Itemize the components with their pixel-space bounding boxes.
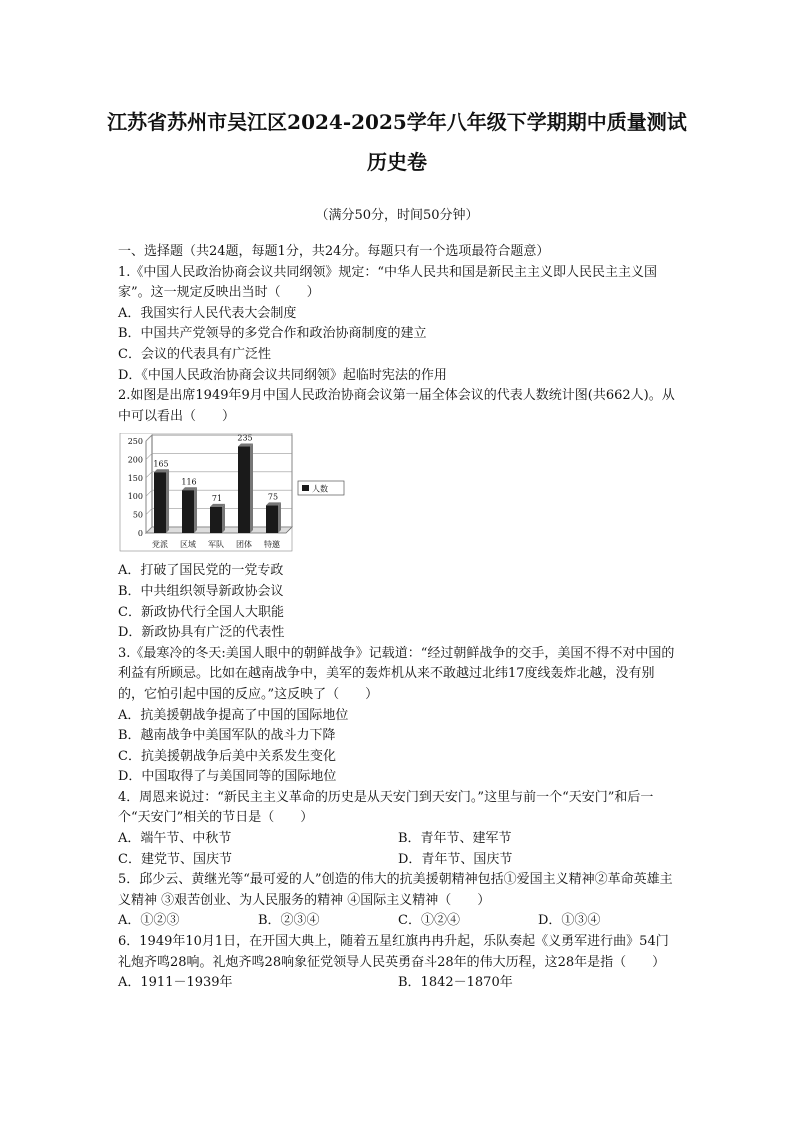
chart-bar bbox=[238, 447, 250, 533]
q2-option-d: D．新政协具有广泛的代表性 bbox=[118, 625, 285, 641]
chart-bar bbox=[266, 506, 278, 534]
chart-data-label: 71 bbox=[211, 494, 223, 504]
q1-option-c: C．会议的代表具有广泛性 bbox=[118, 346, 271, 362]
exam-meta: （满分50分，时间50分钟） bbox=[315, 208, 479, 223]
q6-option-b: B．1842－1870年 bbox=[398, 975, 513, 991]
q4-option-d: D．青年节、国庆节 bbox=[398, 851, 513, 867]
q4-options-row1 bbox=[118, 829, 678, 850]
q6-stem: 6．1949年10月1日，在开国大典上，随着五星红旗冉冉升起，乐队奏起《义勇军进行曲》54门礼炮齐鸣28响。礼炮齐鸣28响象征党领导人民英勇奋斗28年的伟大历程，这28年是指（ ） bbox=[118, 934, 669, 970]
chart-gridline-side bbox=[146, 454, 152, 460]
chart-bar bbox=[154, 473, 166, 534]
q3-option-d: D．中国取得了与美国同等的国际地位 bbox=[118, 769, 337, 785]
q3-stem: 3.《最寒冷的冬天:美国人眼中的朝鲜战争》记载道：“经过朝鲜战争的交手，美国不得不对中国的利益有所顾忌。比如在越南战争中，美军的轰炸机从来不敢越过北纬17度线轰炸北越，没有别的，它怕引起中国的反应。”这反映了（ ） bbox=[118, 645, 675, 702]
chart-category-label: 军队 bbox=[208, 540, 224, 550]
q3-option-a: A．抗美援朝战争提高了中国的国际地位 bbox=[118, 707, 349, 723]
chart-svg bbox=[118, 433, 358, 559]
exam-content bbox=[118, 242, 678, 994]
q1-option-b: B．中国共产党领导的多党合作和政治协商制度的建立 bbox=[118, 326, 427, 342]
chart-ytick-label: 100 bbox=[127, 492, 143, 502]
delegate-bar-chart bbox=[118, 433, 678, 559]
chart-data-label: 116 bbox=[181, 477, 197, 487]
chart-ytick-label: 150 bbox=[127, 474, 143, 484]
q4-stem: 4．周恩来说过：“新民主主义革命的历史是从天安门到天安门。”这里与前一个“天安门”和后一个“天安门”相关的节日是（ ） bbox=[118, 789, 654, 826]
chart-bar bbox=[210, 507, 222, 533]
chart-legend-swatch bbox=[302, 485, 309, 491]
chart-category-label: 区域 bbox=[180, 540, 196, 550]
chart-legend-label: 人数 bbox=[312, 484, 328, 494]
q4-option-b: B．青年节、建军节 bbox=[398, 831, 512, 847]
chart-gridline-side bbox=[146, 491, 152, 497]
q3-option-b: B．越南战争中美国军队的战斗力下降 bbox=[118, 728, 336, 744]
chart-data-label: 75 bbox=[267, 492, 279, 502]
q3-option-c: C．抗美援朝战争后美中关系发生变化 bbox=[118, 748, 336, 764]
q6-option-a: A．1911－1939年 bbox=[118, 975, 233, 991]
q4-options-row2 bbox=[118, 850, 678, 871]
chart-gridline-side bbox=[146, 509, 152, 515]
chart-data-label: 165 bbox=[153, 459, 169, 469]
q2-option-b: B．中共组织领导新政协会议 bbox=[118, 583, 284, 599]
q5-option-c: C．①②④ bbox=[398, 913, 460, 929]
q2-option-c: C．新政协代行全国人大职能 bbox=[118, 604, 284, 620]
chart-bar-side bbox=[194, 488, 197, 534]
chart-ytick-label: 0 bbox=[137, 529, 143, 539]
q4-option-c: C．建党节、国庆节 bbox=[118, 851, 232, 867]
q1-stem: 1.《中国人民政治协商会议共同纲领》规定：“中华人民共和国是新民主主义即人民民主主义国家”。这一规定反映出当时（ ） bbox=[118, 264, 658, 301]
chart-bar-side bbox=[166, 470, 169, 534]
q5-option-b: B．②③④ bbox=[258, 913, 320, 929]
chart-category-label: 团体 bbox=[236, 540, 252, 550]
q5-option-d: D．①③④ bbox=[538, 913, 601, 929]
chart-bar-side bbox=[222, 504, 225, 533]
exam-subtitle: 历史卷 bbox=[367, 150, 427, 174]
chart-gridline-side bbox=[146, 472, 152, 478]
q5-option-a: A．①②③ bbox=[118, 913, 180, 929]
q4-option-a: A．端午节、中秋节 bbox=[118, 831, 232, 847]
q6-options-row1 bbox=[118, 973, 678, 994]
chart-bar-side bbox=[250, 444, 253, 533]
chart-category-label: 党派 bbox=[152, 540, 168, 550]
q5-stem: 5．邱少云、黄继光等“最可爱的人”创造的伟大的抗美援朝精神包括①爱国主义精神②革命英雄主义精神 ③艰苦创业、为人民服务的精神 ④国际主义精神（ ） bbox=[118, 872, 673, 908]
q2-stem: 2.如图是出席1949年9月中国人民政治协商会议第一届全体会议的代表人数统计图(共662人)。从中可以看出（ ） bbox=[118, 388, 675, 424]
q1-option-d: D．《中国人民政治协商会议共同纲领》起临时宪法的作用 bbox=[118, 367, 447, 383]
chart-bar bbox=[182, 491, 194, 534]
section-heading: 一、选择题（共24题，每题1分，共24分。每题只有一个选项最符合题意） bbox=[118, 244, 550, 259]
chart-ytick-label: 50 bbox=[132, 510, 143, 520]
chart-side-wall bbox=[146, 435, 152, 533]
exam-title: 江苏省苏州市吴江区2024-2025学年八年级下学期期中质量测试 bbox=[107, 110, 687, 134]
q2-option-a: A．打破了国民党的一党专政 bbox=[118, 563, 284, 579]
chart-ytick-label: 250 bbox=[127, 437, 143, 447]
q5-options-row bbox=[118, 911, 678, 932]
chart-data-label: 235 bbox=[237, 433, 253, 443]
chart-ytick-label: 200 bbox=[127, 455, 143, 465]
chart-gridline-side bbox=[146, 435, 152, 441]
q1-option-a: A．我国实行人民代表大会制度 bbox=[118, 305, 297, 321]
chart-category-label: 特邀 bbox=[264, 540, 280, 550]
chart-bar-side bbox=[278, 503, 281, 534]
